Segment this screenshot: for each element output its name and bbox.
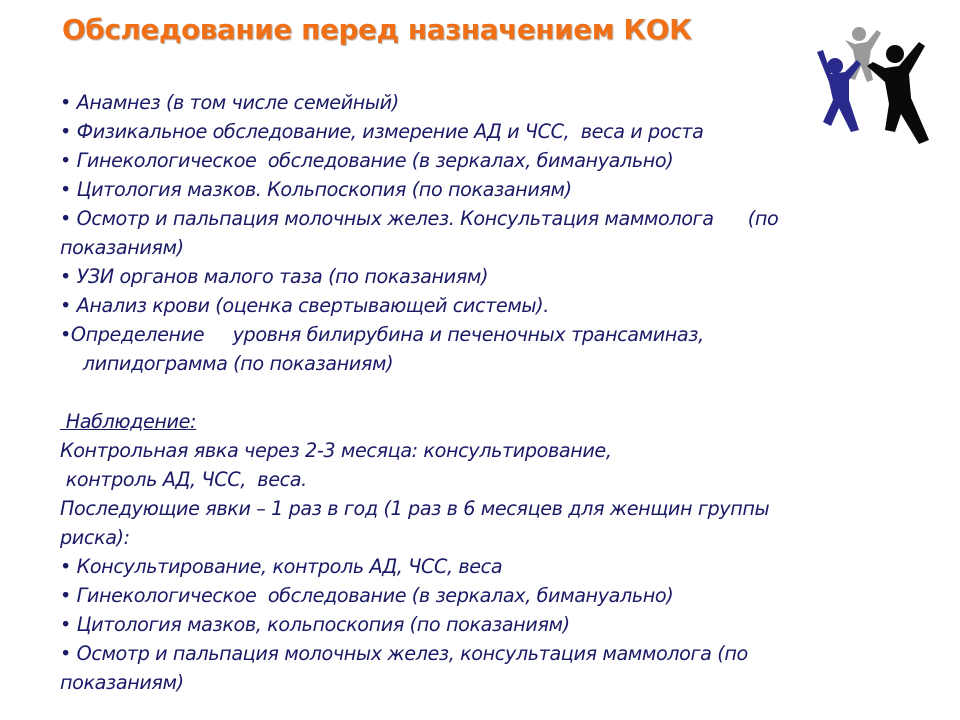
page-title: Обследование перед назначением КОК: [62, 13, 692, 46]
observation-line-3: Последующие явки – 1 раз в год (1 раз в 6 месяцев для женщин группы: [60, 497, 770, 520]
observation-heading: Наблюдение:: [60, 410, 197, 433]
content: [60, 88, 880, 697]
exam-line-6: показаниям): [60, 236, 184, 259]
exam-line-10: липидограмма (по показаниям): [60, 352, 394, 375]
observation-line-1: Контрольная явка через 2-3 месяца: консультирование,: [60, 439, 612, 462]
observation-line-4: риска):: [60, 526, 130, 549]
section-spacer: [60, 378, 880, 407]
observation-line-6: • Гинекологическое обследование (в зеркалах, бимануально): [60, 584, 674, 607]
observation-line-5: • Консультирование, контроль АД, ЧСС, веса: [60, 555, 503, 578]
exam-line-2: • Физикальное обследование, измерение АД и ЧСС, веса и роста: [60, 120, 704, 143]
observation-line-8: • Осмотр и пальпация молочных желез, консультация маммолога (по: [60, 642, 748, 665]
exam-line-5: • Осмотр и пальпация молочных желез. Консультация маммолога (по: [60, 207, 779, 230]
exam-line-4: • Цитология мазков. Кольпоскопия (по показаниям): [60, 178, 572, 201]
exam-line-8: • Анализ крови (оценка свертывающей системы).: [60, 294, 549, 317]
exam-line-3: • Гинекологическое обследование (в зеркалах, бимануально): [60, 149, 674, 172]
exam-line-1: • Анамнез (в том числе семейный): [60, 91, 399, 114]
exam-line-7: • УЗИ органов малого таза (по показаниям): [60, 265, 489, 288]
observation-line-2: контроль АД, ЧСС, веса.: [60, 468, 307, 491]
observation-line-7: • Цитология мазков, кольпоскопия (по показаниям): [60, 613, 570, 636]
observation-line-9: показаниям): [60, 671, 184, 694]
exam-line-9: •Определение уровня билирубина и печеночных трансаминаз,: [60, 323, 704, 346]
